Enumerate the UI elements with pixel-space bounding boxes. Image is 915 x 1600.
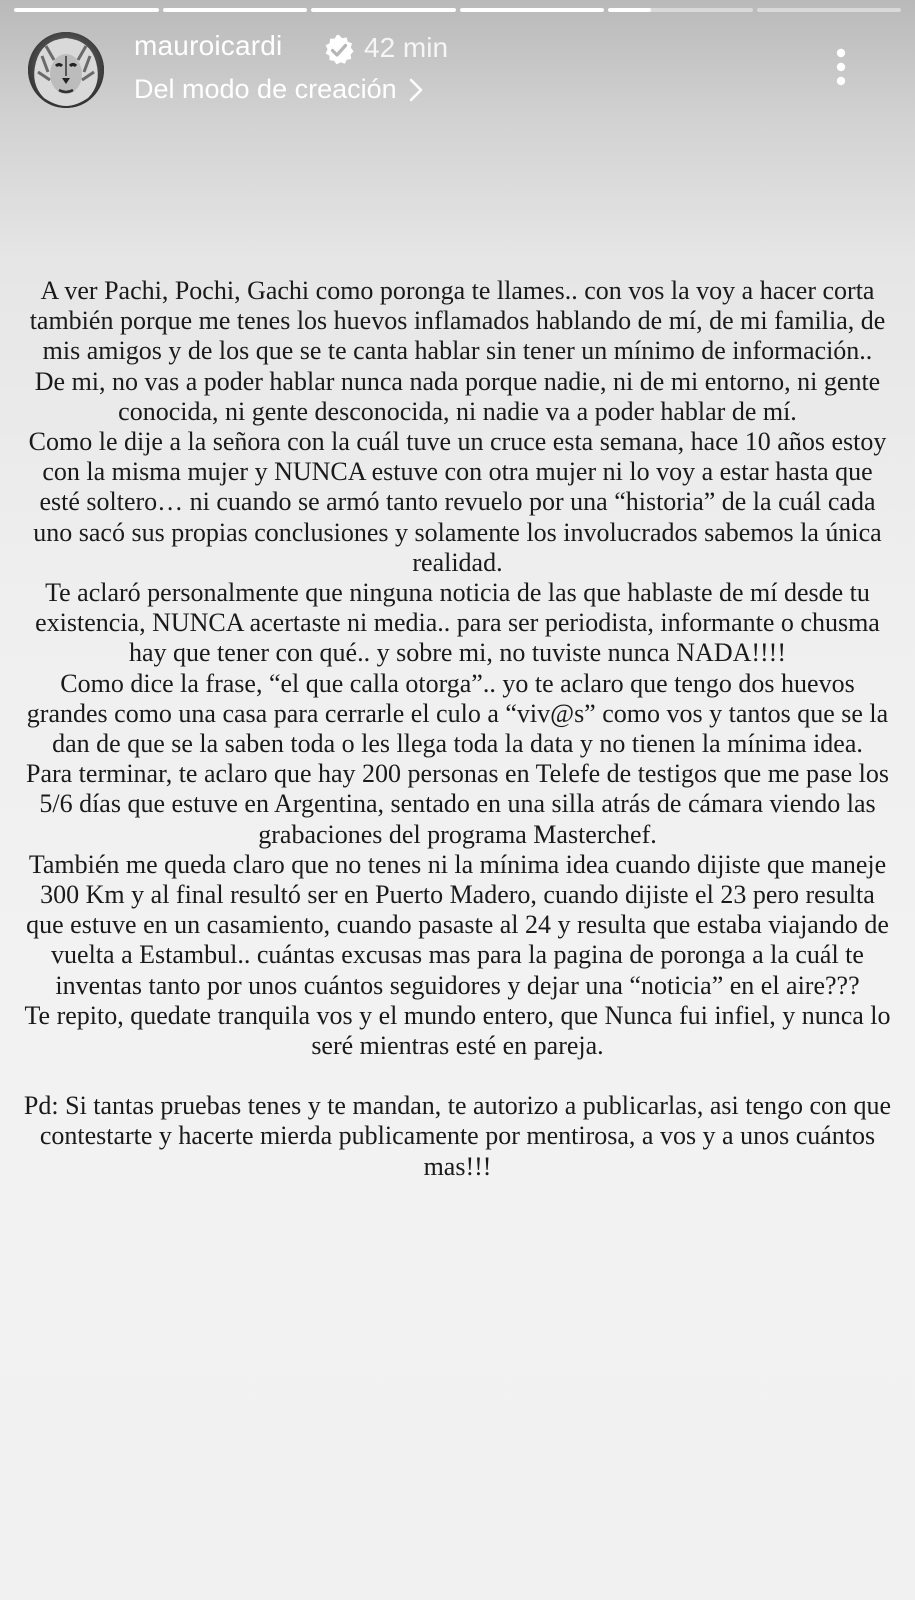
story-paragraph: Como dice la frase, “el que calla otorga”.. yo te aclaro que tengo dos huevos grandes como una casa para cerrarle el culo a “viv@s” como vos y tantos que se la dan de que se la saben toda o les llega toda la data y no tienen la mínima idea. xyxy=(26,668,889,759)
story-paragraph: De mi, no vas a poder hablar nunca nada porque nadie, ni de mi entorno, ni gente conocida, ni gente desconocida, ni nadie va a poder hablar de mí. xyxy=(34,366,881,426)
paragraph-spacer xyxy=(22,1061,893,1091)
story-username[interactable]: mauroicardi xyxy=(134,30,283,61)
story-paragraph: Te repito, quedate tranquila vos y el mundo entero, que Nunca fui infiel, y nunca lo seré mientras esté en pareja. xyxy=(24,1000,891,1061)
chevron-right-icon xyxy=(409,78,423,102)
story-paragraph: Como le dije a la señora con la cuál tuve un cruce esta semana, hace 10 años estoy con la misma mujer y NUNCA estuve con otra mujer ni lo voy a estar hasta que esté soltero… ni cuando se armó tanto revuelo por una “historia” de la cuál cada uno sacó sus propias conclusiones y solamente los involucrados sabemos la única realidad. xyxy=(28,427,887,577)
lion-avatar-icon[interactable] xyxy=(28,32,104,108)
story-text-body xyxy=(22,276,893,1182)
more-vertical-icon[interactable] xyxy=(826,46,856,90)
verified-badge-icon xyxy=(323,34,355,66)
progress-segment xyxy=(460,8,605,12)
story-paragraph: A ver Pachi, Pochi, Gachi como poronga te llames.. con vos la voy a hacer corta también porque me tenes los huevos inflamados hablando de mí, de mi familia, de mis amigos y de los que se te canta hablar sin tener un mínimo de información.. xyxy=(29,276,886,366)
story-paragraph: Te aclaró personalmente que ninguna noticia de las que hablaste de mí desde tu existencia, NUNCA acertaste ni media.. para ser periodista, informante o chusma hay que tener con qué.. y sobre mi, no tuviste nunca NADA!!!! xyxy=(35,578,880,668)
progress-segment xyxy=(608,8,753,12)
story-paragraph: También me queda claro que no tenes ni la mínima idea cuando dijiste que maneje 300 Km y al final resultó ser en Puerto Madero, cuando dijiste el 23 pero resulta que estuve en un casamiento, cuando pasaste al 24 y resulta que estaba viajando de vuelta a Estambul.. cuántas excusas mas para la pagina de poronga a la cuál te inventas tanto por unos cuántos seguidores y dejar una “noticia” en el aire??? xyxy=(26,849,889,1000)
story-postscript: Pd: Si tantas pruebas tenes y te mandan, te autorizo a publicarlas, asi tengo con que contestarte y hacerte mierda publicamente por mentirosa, a vos y a unos cuántos mas!!! xyxy=(23,1091,892,1181)
creation-mode-label: Del modo de creación xyxy=(134,74,397,104)
progress-segment xyxy=(311,8,456,12)
creation-mode-link[interactable] xyxy=(134,74,423,105)
progress-segment xyxy=(14,8,159,12)
story-time-ago: 42 min xyxy=(364,32,449,63)
progress-segment xyxy=(757,8,902,12)
story-progress-bar xyxy=(14,8,901,12)
progress-segment xyxy=(163,8,308,12)
story-paragraph: Para terminar, te aclaro que hay 200 personas en Telefe de testigos que me pase los 5/6 días que estuve en Argentina, sentado en una silla atrás de cámara viendo las grabaciones del programa Masterchef. xyxy=(25,759,889,849)
